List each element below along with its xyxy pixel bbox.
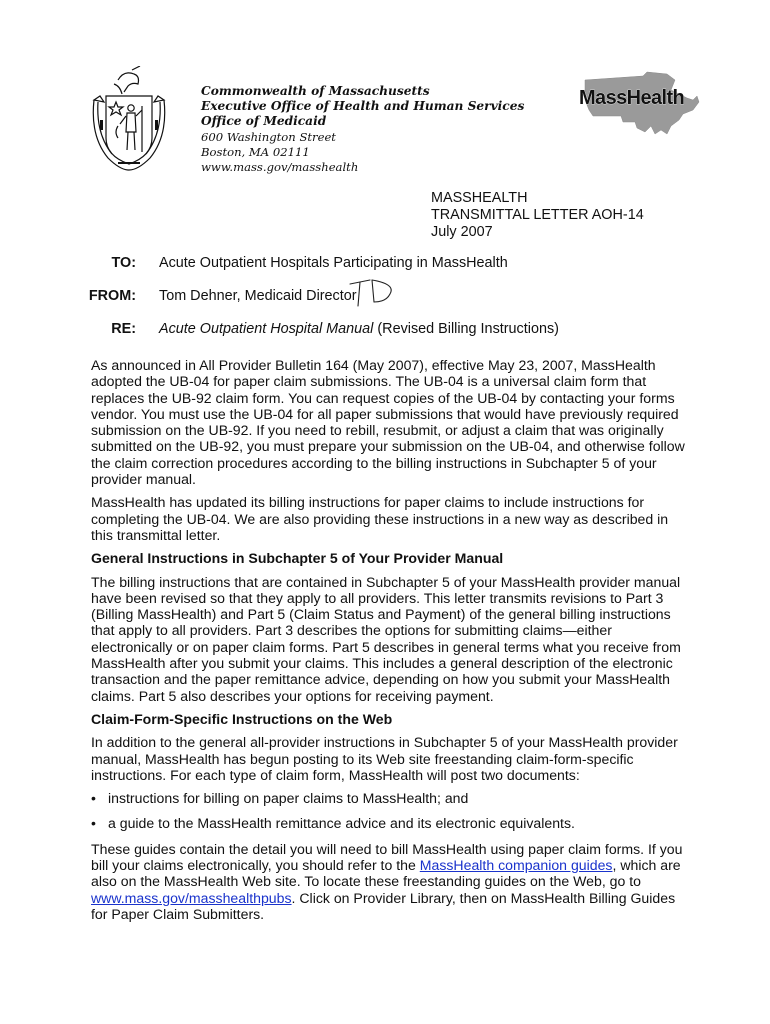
paragraph-guides: [91, 841, 691, 922]
agency-eohhs: Executive Office of Health and Human Services: [201, 99, 525, 114]
memo-re-subject: (Revised Billing Instructions): [373, 321, 559, 337]
transmittal-date: July 2007: [431, 224, 493, 240]
guides-text-a: These guides contain the detail you will need to bill MassHealth using paper claim forms. If you bill your claims electronically, you should refer to the: [91, 840, 683, 874]
agency-city: Boston, MA 02111: [201, 144, 310, 159]
agency-office: Office of Medicaid: [201, 114, 327, 129]
director-initials-signature: [348, 278, 396, 308]
memo-from-value: Tom Dehner, Medicaid Director: [159, 288, 357, 304]
agency-website: www.mass.gov/masshealth: [201, 160, 359, 175]
memo-re-manual-title: Acute Outpatient Hospital Manual: [159, 321, 374, 337]
agency-street: 600 Washington Street: [201, 129, 336, 144]
list-item: [91, 815, 691, 831]
transmittal-block: [431, 190, 644, 241]
masshealthpubs-link[interactable]: www.mass.gov/masshealthpubs: [91, 889, 292, 906]
memo-re-label: RE:: [111, 321, 136, 337]
transmittal-letter-number: TRANSMITTAL LETTER AOH-14: [431, 207, 644, 223]
paragraph-subchapter-5: The billing instructions that are contained in Subchapter 5 of your MassHealth provider manual have been revised so that they apply to all providers. This letter transmits revisions to Part 3 (Billing MassHealth) and Part 5 (Claim Status and Payment) of the general billing instructions that apply to all providers. Part 3 describes the options for submitting claims—either electronically or on paper claim forms. Part 5 describes in general terms what you receive from MassHealth after you submit your claims. This includes a general description of the electronic transaction and the paper remittance advice, depending on how you submit your MassHealth claims. Part 5 also describes your options for receiving payment.: [91, 573, 681, 704]
paragraph-ub04-adoption: As announced in All Provider Bulletin 164 (May 2007), effective May 23, 2007, MassHealth adopted the UB-04 for paper claim submissions. The UB-04 is a universal claim form that replaces the UB-92 claim form. You can request copies of the UB-04 by contacting your forms vendor. You must use the UB-04 for all paper submissions that would have previously required submission on the UB-92. If you need to rebill, resubmit, or adjust a claim that was originally submitted on the UB-92, you must prepare your submission on the UB-04, and otherwise follow the claim correction procedures according to the billing instructions in Subchapter 5 of your provider manual.: [91, 357, 685, 488]
paragraph-web-posting: In addition to the general all-provider instructions in Subchapter 5 of your MassHealth provider manual, MassHealth has begun posting to its Web site freestanding claim-form-specific instructions. For each type of claim form, MassHealth will post two documents:: [91, 734, 678, 783]
masshealth-logo: [575, 70, 700, 138]
agency-commonwealth: Commonwealth of Massachusetts: [201, 84, 430, 98]
companion-guides-link[interactable]: MassHealth companion guides: [419, 857, 613, 874]
memo-re-value: [159, 321, 559, 337]
list-item: [91, 790, 691, 806]
list-item-text: instructions for billing on paper claims to MassHealth; and: [108, 790, 469, 807]
guides-text-c: . Click on Provider Library, then on MassHealth Billing Guides for Paper Claim Submitters.: [91, 889, 676, 922]
heading-web-instructions: Claim-Form-Specific Instructions on the Web: [91, 710, 393, 727]
bullet-icon: •: [91, 815, 96, 832]
memo-to-value: Acute Outpatient Hospitals Participating in MassHealth: [159, 255, 508, 271]
list-item-text: a guide to the MassHealth remittance advice and its electronic equivalents.: [108, 815, 575, 832]
bullet-icon: •: [91, 790, 96, 807]
transmittal-program: MASSHEALTH: [431, 190, 528, 206]
agency-address-block: [201, 84, 524, 175]
memo-to-label: TO:: [111, 255, 136, 271]
masshealth-logo-text: MassHealth: [579, 87, 685, 109]
paragraph-updated-instructions: MassHealth has updated its billing instructions for paper claims to include instructions for completing the UB-04. We are also providing these instructions in a new way as described in this transmittal letter.: [91, 494, 669, 543]
letter-body: [91, 357, 691, 929]
commonwealth-seal-icon: [88, 66, 170, 172]
heading-general-instructions: General Instructions in Subchapter 5 of Your Provider Manual: [91, 550, 504, 567]
documents-list: [91, 790, 691, 832]
memo-from-label: FROM:: [88, 288, 136, 304]
guides-text-b: , which are also on the MassHealth Web site. To locate these freestanding guides on the Web, go to: [91, 857, 681, 890]
